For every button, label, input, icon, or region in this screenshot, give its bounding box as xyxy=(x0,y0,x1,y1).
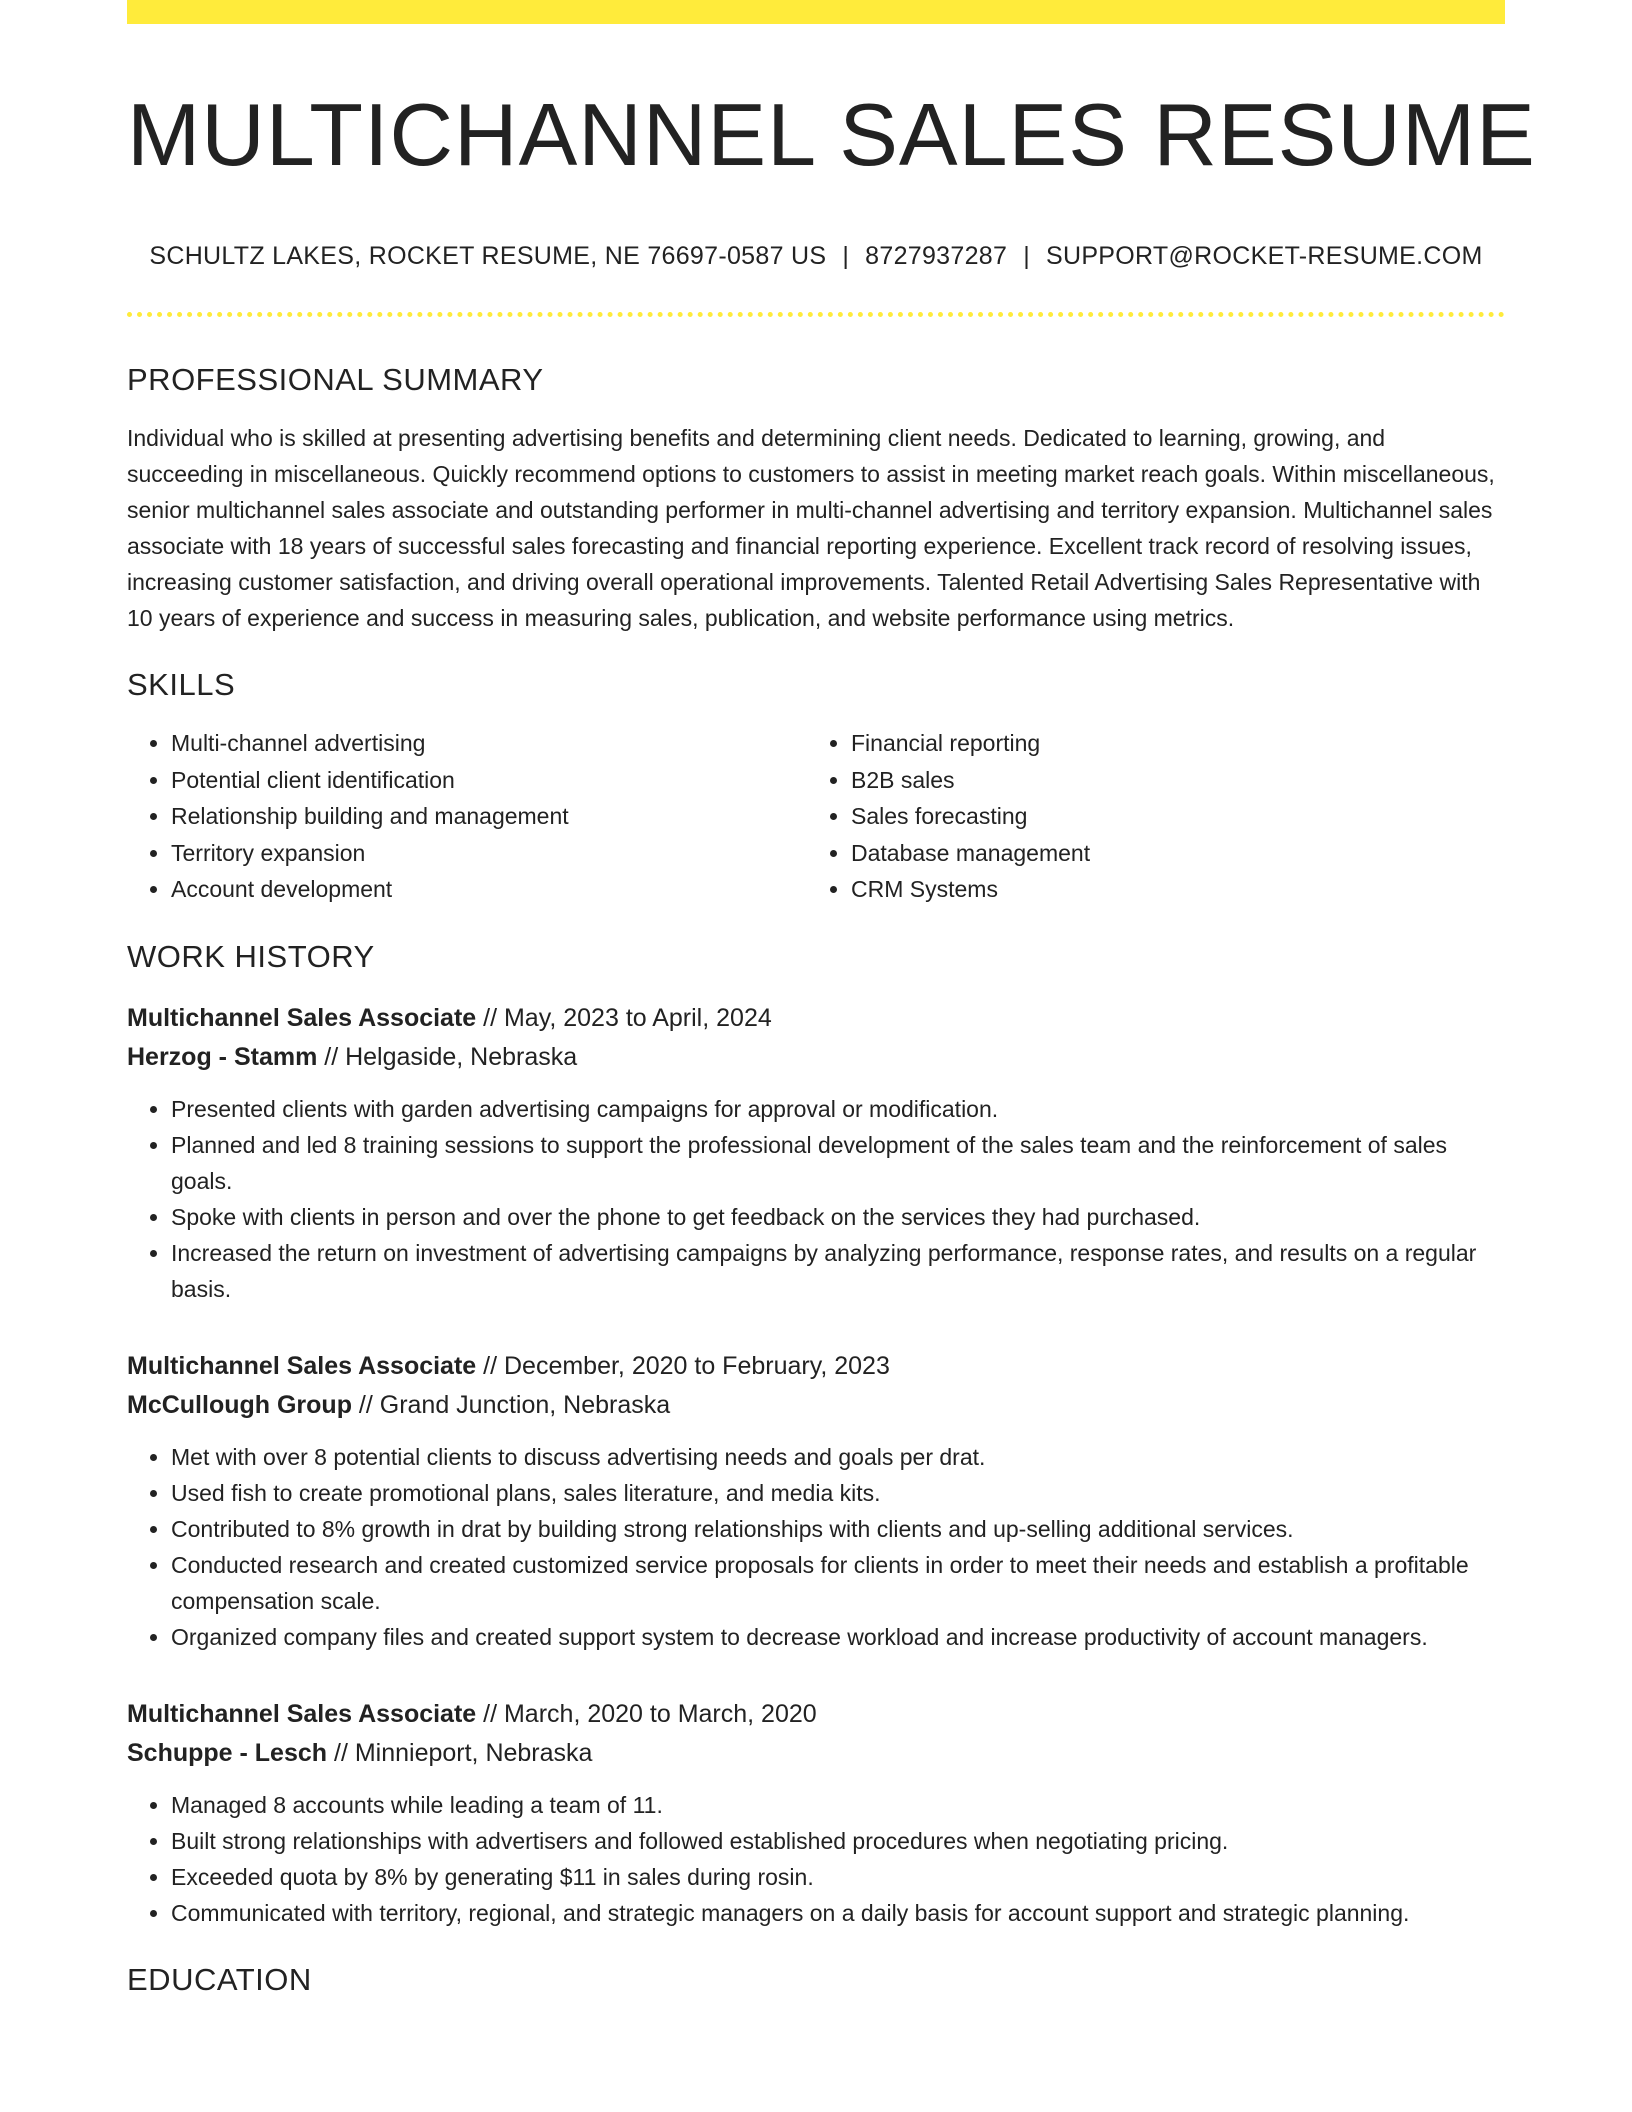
header-divider xyxy=(127,312,1505,317)
job-dates: // December, 2020 to February, 2023 xyxy=(476,1352,890,1381)
skill-item: • Sales forecasting xyxy=(851,798,1487,835)
job-bullet: • Met with over 8 potential clients to discuss advertising needs and goals per drat. xyxy=(171,1439,1505,1475)
job-entry xyxy=(127,999,1505,1307)
contact-email: SUPPORT@ROCKET-RESUME.COM xyxy=(1046,241,1483,270)
job-bullets xyxy=(127,1787,1505,1931)
skill-item: • Account development xyxy=(171,871,807,908)
skills-grid xyxy=(127,725,1505,908)
education-heading: EDUCATION xyxy=(127,1962,312,1998)
job-bullet: • Organized company files and created support system to decrease workload and increase productivity of account managers. xyxy=(171,1619,1505,1655)
contact-address: SCHULTZ LAKES, ROCKET RESUME, NE 76697-0587 US xyxy=(149,241,827,270)
resume-title: MULTICHANNEL SALES RESUME xyxy=(127,85,1536,184)
job-company: Herzog - Stamm xyxy=(127,1043,318,1072)
skill-item: • Territory expansion xyxy=(171,835,807,872)
skill-item: • Potential client identification xyxy=(171,762,807,799)
job-company: Schuppe - Lesch xyxy=(127,1739,328,1768)
job-location: // Helgaside, Nebraska xyxy=(317,1043,578,1072)
education-section xyxy=(127,1961,1505,1998)
skills-section xyxy=(127,666,1505,908)
skill-item: • B2B sales xyxy=(851,762,1487,799)
skill-item: • CRM Systems xyxy=(851,871,1487,908)
job-bullet: • Used fish to create promotional plans, sales literature, and media kits. xyxy=(171,1475,1505,1511)
contact-line xyxy=(127,240,1505,273)
job-entry xyxy=(127,1347,1505,1655)
job-company: McCullough Group xyxy=(127,1391,352,1420)
job-location: // Minnieport, Nebraska xyxy=(327,1739,593,1768)
job-bullets xyxy=(127,1439,1505,1655)
summary-text: Individual who is skilled at presenting advertising benefits and determining client needs. Dedicated to learning, growing, and succeeding in miscellaneous. Quickly recommend options to customers to assist in meeting market reach goals. Within miscellaneous, senior multichannel sales associate and outstanding performer in multi-channel advertising and territory expansion. Multichannel sales associate with 18 years of successful sales forecasting and financial reporting experience. Excellent track record of resolving issues, increasing customer satisfaction, and driving overall operational improvements. Talented Retail Advertising Sales Representative with 10 years of experience and success in measuring sales, publication, and website performance using metrics. xyxy=(127,425,1495,632)
job-bullet: • Spoke with clients in person and over the phone to get feedback on the services they had purchased. xyxy=(171,1199,1505,1235)
job-dates: // May, 2023 to April, 2024 xyxy=(476,1004,772,1033)
summary-section xyxy=(127,361,1505,636)
job-title: Multichannel Sales Associate xyxy=(127,1700,477,1729)
job-bullet: • Communicated with territory, regional, and strategic managers on a daily basis for account support and strategic planning. xyxy=(171,1895,1505,1931)
work-history-heading: WORK HISTORY xyxy=(127,938,375,974)
job-title-line xyxy=(127,1347,1505,1386)
job-entry xyxy=(127,1695,1505,1931)
contact-separator: | xyxy=(842,241,850,270)
job-title: Multichannel Sales Associate xyxy=(127,1352,477,1381)
job-bullet: • Contributed to 8% growth in drat by building strong relationships with clients and up-selling additional services. xyxy=(171,1511,1505,1547)
summary-heading: PROFESSIONAL SUMMARY xyxy=(127,362,544,398)
contact-separator: | xyxy=(1023,241,1030,270)
job-bullet: • Managed 8 accounts while leading a team of 11. xyxy=(171,1787,1505,1823)
job-bullet: • Conducted research and created customized service proposals for clients in order to meet their needs and establish a profitable compensation scale. xyxy=(171,1547,1505,1619)
skills-list-left xyxy=(127,725,807,908)
job-dates: // March, 2020 to March, 2020 xyxy=(476,1700,817,1729)
job-location: // Grand Junction, Nebraska xyxy=(351,1391,671,1420)
work-history-section xyxy=(127,938,1505,1931)
skill-item: • Database management xyxy=(851,835,1487,872)
job-company-line xyxy=(127,1734,1505,1773)
job-bullet: • Presented clients with garden advertising campaigns for approval or modification. xyxy=(171,1091,1505,1127)
job-title: Multichannel Sales Associate xyxy=(127,1004,477,1033)
job-bullet: • Built strong relationships with advertisers and followed established procedures when negotiating pricing. xyxy=(171,1823,1505,1859)
job-bullets xyxy=(127,1091,1505,1307)
job-bullet: • Planned and led 8 training sessions to support the professional development of the sales team and the reinforcement of sales goals. xyxy=(171,1127,1505,1199)
skills-heading: SKILLS xyxy=(127,667,236,703)
skill-item: • Multi-channel advertising xyxy=(171,725,807,762)
job-company-line xyxy=(127,1038,1505,1077)
job-title-line xyxy=(127,1695,1505,1734)
job-title-line xyxy=(127,999,1505,1038)
top-accent-bar xyxy=(127,0,1505,24)
resume-page xyxy=(127,0,1536,1998)
contact-phone: 8727937287 xyxy=(865,241,1008,270)
job-company-line xyxy=(127,1386,1505,1425)
skills-list-right xyxy=(807,725,1487,908)
skill-item: • Financial reporting xyxy=(851,725,1487,762)
job-bullet: • Increased the return on investment of advertising campaigns by analyzing performance, response rates, and results on a regular basis. xyxy=(171,1235,1505,1307)
job-bullet: • Exceeded quota by 8% by generating $11 in sales during rosin. xyxy=(171,1859,1505,1895)
skill-item: • Relationship building and management xyxy=(171,798,807,835)
